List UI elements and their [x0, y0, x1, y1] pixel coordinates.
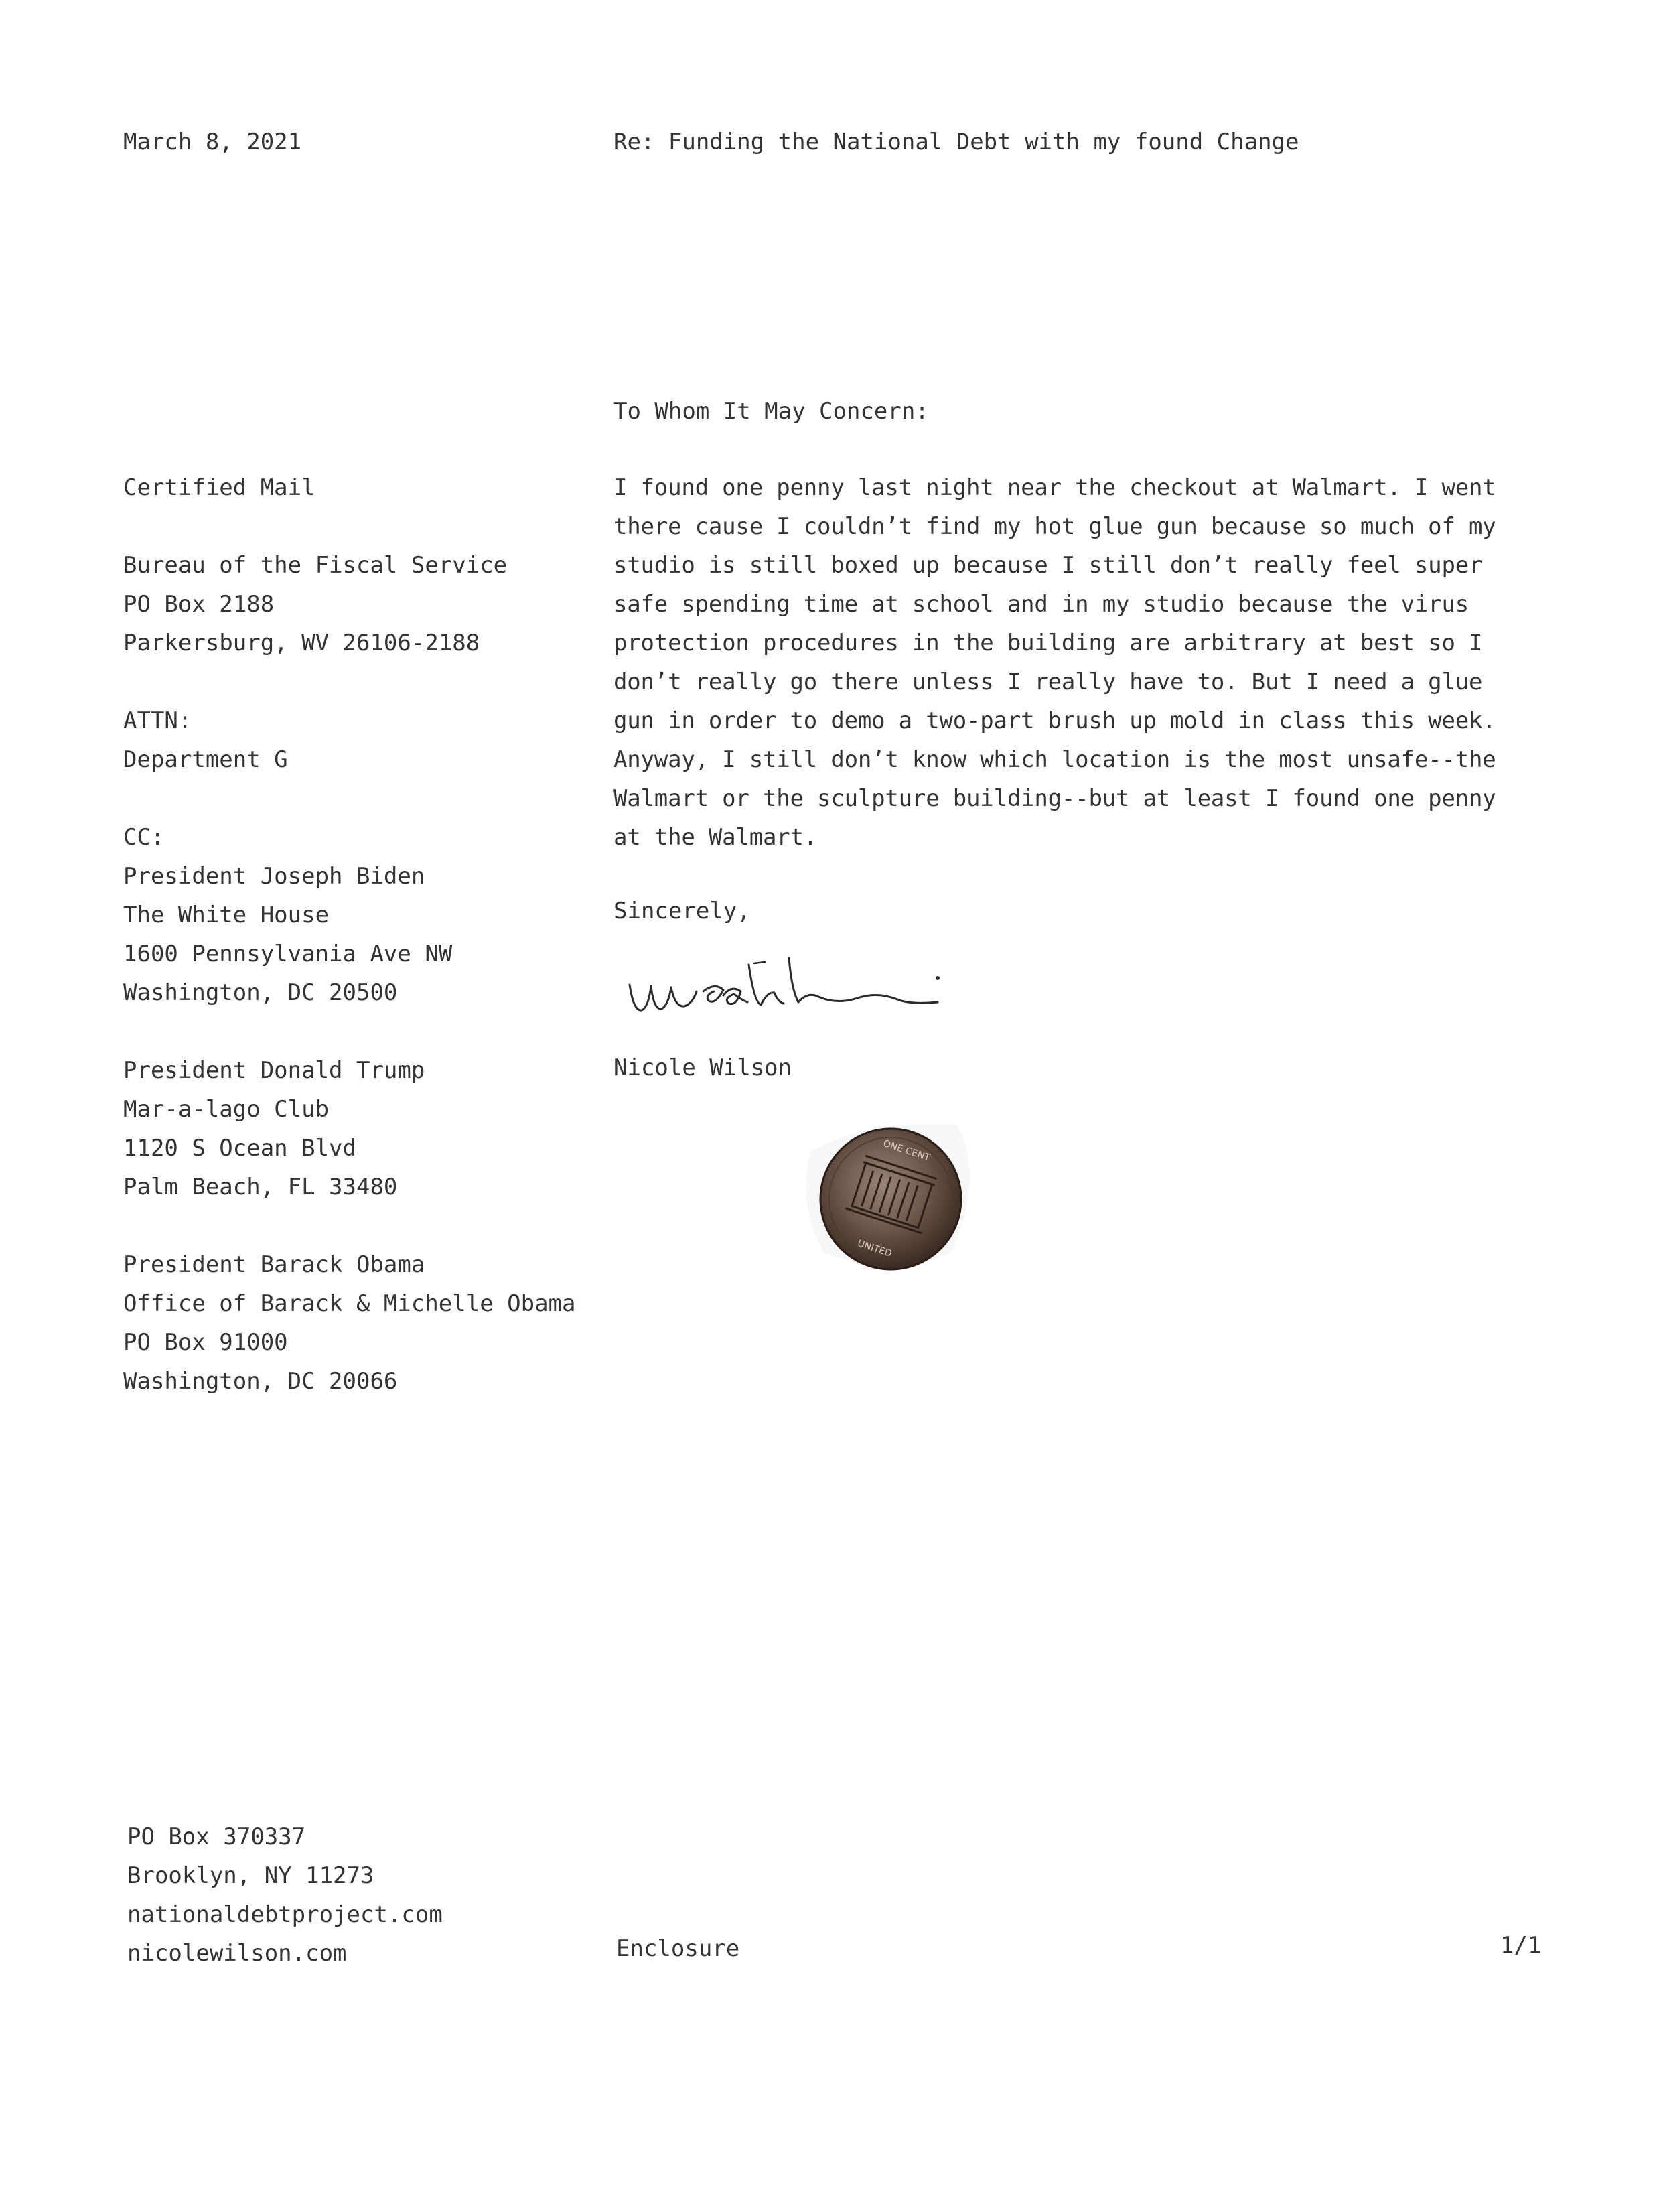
cc-recipient-biden — [123, 857, 576, 1012]
cc-line: Washington, DC 20066 — [123, 1368, 398, 1395]
mailing-method: Certified Mail — [123, 474, 315, 501]
address-column — [123, 468, 576, 1401]
salutation: To Whom It May Concern: — [613, 398, 929, 425]
page-number: 1/1 — [1500, 1932, 1542, 1959]
cc-line: Mar-a-lago Club — [123, 1096, 330, 1123]
penny-text-bottom: UNITED — [856, 1238, 893, 1259]
body-line: protection procedures in the building are arbitrary at best so I — [613, 630, 1483, 656]
recipient-address — [123, 546, 576, 663]
letter-body — [613, 468, 1511, 857]
body-line: studio is still boxed up because I still don’t really feel super — [613, 552, 1483, 579]
recipient-line: Parkersburg, WV 26106-2188 — [123, 630, 480, 656]
cc-line: President Barack Obama — [123, 1251, 425, 1278]
cc-line: President Donald Trump — [123, 1057, 425, 1084]
body-line: Anyway, I still don’t know which location is the most unsafe--the — [613, 746, 1496, 773]
sender-line: Brooklyn, NY 11273 — [127, 1862, 374, 1889]
attn-label: ATTN: — [123, 707, 192, 734]
cc-line: President Joseph Biden — [123, 863, 425, 890]
cc-line: PO Box 91000 — [123, 1329, 288, 1356]
cc-line: Palm Beach, FL 33480 — [123, 1174, 398, 1200]
attn-value: Department G — [123, 746, 288, 773]
signer-name: Nicole Wilson — [613, 1054, 792, 1081]
cc-line: Washington, DC 20500 — [123, 979, 398, 1006]
cc-line: 1120 S Ocean Blvd — [123, 1135, 356, 1162]
penny-text-top: ONE CENT — [881, 1137, 932, 1164]
body-line: don’t really go there unless I really have to. But I need a glue — [613, 669, 1483, 695]
enclosure-note: Enclosure — [616, 1935, 740, 1962]
cc-line: 1600 Pennsylvania Ave NW — [123, 941, 453, 967]
sender-website: nationaldebtproject.com — [127, 1901, 443, 1928]
sender-address — [127, 1817, 443, 1973]
penny-coin-graphic — [784, 1099, 998, 1300]
body-line: there cause I couldn’t find my hot glue gun because so much of my — [613, 513, 1496, 540]
recipient-line: Bureau of the Fiscal Service — [123, 552, 508, 579]
cc-recipient-trump — [123, 1051, 576, 1206]
closing: Sincerely, — [613, 898, 751, 924]
cc-block — [123, 818, 576, 1401]
body-line: at the Walmart. — [613, 824, 818, 851]
cc-line: Office of Barack & Michelle Obama — [123, 1290, 576, 1317]
sender-website: nicolewilson.com — [127, 1940, 347, 1967]
cc-line: The White House — [123, 902, 330, 928]
cc-recipient-obama — [123, 1245, 576, 1401]
attn-block — [123, 701, 576, 779]
cc-label: CC: — [123, 824, 165, 851]
body-line: safe spending time at school and in my studio because the virus — [613, 591, 1469, 618]
handwritten-signature — [623, 938, 971, 1032]
body-line: I found one penny last night near the checkout at Walmart. I went — [613, 474, 1496, 501]
body-line: Walmart or the sculpture building--but at least I found one penny — [613, 785, 1496, 812]
letter-date: March 8, 2021 — [123, 129, 302, 155]
body-line: gun in order to demo a two-part brush up mold in class this week. — [613, 707, 1496, 734]
penny-image — [784, 1099, 998, 1300]
recipient-line: PO Box 2188 — [123, 591, 275, 618]
letter-subject: Re: Funding the National Debt with my found Change — [613, 129, 1299, 155]
sender-line: PO Box 370337 — [127, 1823, 306, 1850]
